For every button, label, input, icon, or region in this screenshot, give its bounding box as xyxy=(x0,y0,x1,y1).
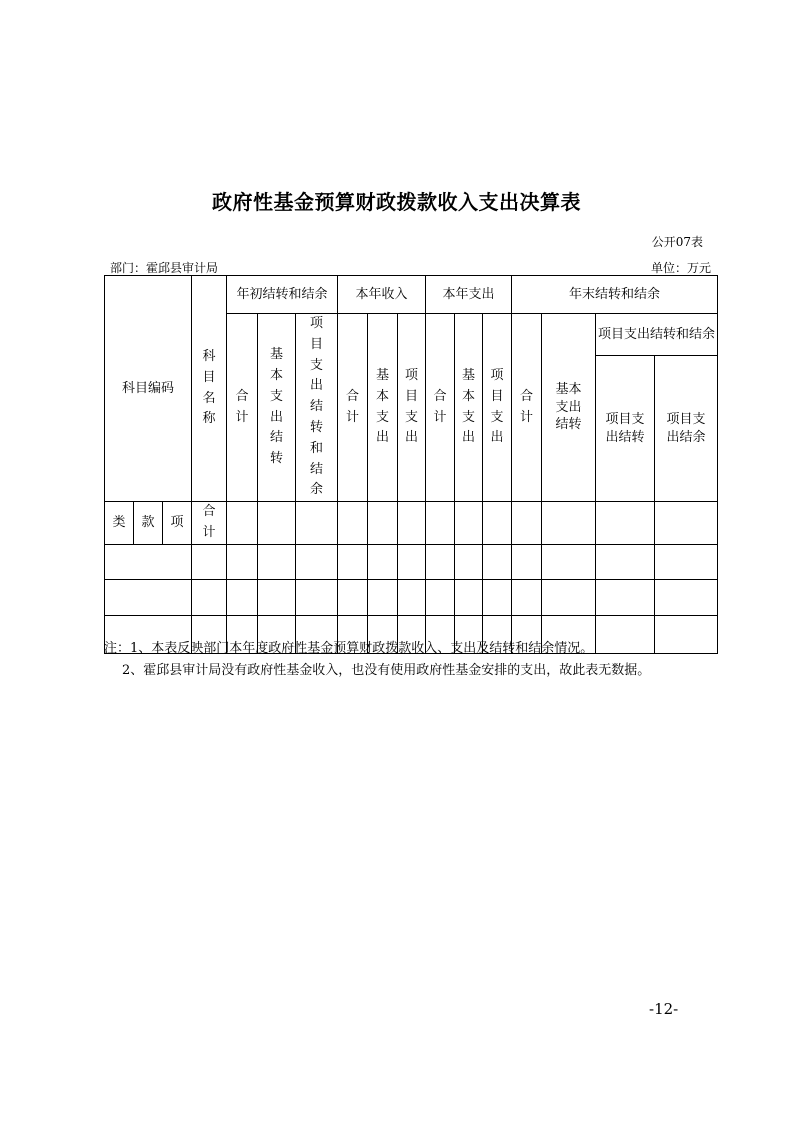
table-cell xyxy=(258,544,296,579)
notes xyxy=(104,638,704,682)
total-row-label: 合计 xyxy=(192,502,227,545)
table-cell xyxy=(596,502,655,545)
table-row xyxy=(105,579,718,615)
table-cell xyxy=(655,579,718,615)
note-line-2: 2、霍邱县审计局没有政府性基金收入，也没有使用政府性基金安排的支出，故此表无数据。 xyxy=(122,663,651,678)
category-header: 类 xyxy=(105,502,134,545)
income-project-header: 项目支出 xyxy=(398,314,426,502)
table-cell xyxy=(512,579,542,615)
table-cell xyxy=(398,544,426,579)
table-cell xyxy=(483,502,512,545)
table-cell xyxy=(455,502,483,545)
table-cell xyxy=(368,544,398,579)
table-cell xyxy=(258,579,296,615)
table-cell xyxy=(655,502,718,545)
income-total-header: 合计 xyxy=(338,314,368,502)
table-cell xyxy=(258,502,296,545)
table-cell xyxy=(338,579,368,615)
unit-label: 单位：万元 xyxy=(650,261,711,275)
table-cell xyxy=(455,579,483,615)
table-cell xyxy=(338,502,368,545)
table-cell xyxy=(296,502,338,545)
closing-basic-carryover-header: 基本支出结转 xyxy=(542,314,596,502)
table-cell xyxy=(455,544,483,579)
table-cell xyxy=(596,579,655,615)
item-header: 项 xyxy=(163,502,192,545)
header-current-income: 本年收入 xyxy=(338,276,426,314)
table-cell xyxy=(512,544,542,579)
table-cell xyxy=(368,502,398,545)
opening-total-header: 合计 xyxy=(227,314,258,502)
table-cell xyxy=(105,544,192,579)
table-cell xyxy=(338,544,368,579)
table-cell xyxy=(426,544,455,579)
table-cell xyxy=(512,502,542,545)
closing-total-header: 合计 xyxy=(512,314,542,502)
form-code: 公开07表 xyxy=(651,235,703,249)
header-closing-balance: 年末结转和结余 xyxy=(512,276,718,314)
table-cell xyxy=(398,502,426,545)
opening-basic-carryover-header: 基本支出结转 xyxy=(258,314,296,502)
closing-project-carryover-balance-header: 项目支出结转和结余 xyxy=(596,314,718,356)
income-basic-header: 基本支出 xyxy=(368,314,398,502)
table-row xyxy=(105,544,718,579)
table-cell xyxy=(227,502,258,545)
table-cell xyxy=(368,579,398,615)
expense-total-header: 合计 xyxy=(426,314,455,502)
budget-table xyxy=(104,275,718,654)
table-cell xyxy=(542,579,596,615)
table-cell xyxy=(296,544,338,579)
page-title: 政府性基金预算财政拨款收入支出决算表 xyxy=(212,190,581,214)
header-current-expense: 本年支出 xyxy=(426,276,512,314)
section-header: 款 xyxy=(134,502,163,545)
table-cell xyxy=(426,579,455,615)
header-opening-balance: 年初结转和结余 xyxy=(227,276,338,314)
table-cell xyxy=(192,579,227,615)
opening-project-carryover-balance-header: 项目支出结转和结余 xyxy=(296,314,338,502)
table-cell xyxy=(227,544,258,579)
table-cell xyxy=(398,579,426,615)
header-subject-code: 科目编码 xyxy=(105,276,192,502)
department-label: 部门：霍邱县审计局 xyxy=(110,261,219,275)
closing-project-carryover-header: 项目支出结转 xyxy=(596,356,655,502)
table-cell xyxy=(105,579,192,615)
page-number: -12- xyxy=(649,1000,679,1018)
table-cell xyxy=(655,544,718,579)
table-cell xyxy=(483,579,512,615)
table-cell xyxy=(542,502,596,545)
closing-project-balance-header: 项目支出结余 xyxy=(655,356,718,502)
table-cell xyxy=(426,502,455,545)
table-cell xyxy=(296,579,338,615)
note-line-1: 注：1、本表反映部门本年度政府性基金预算财政拨款收入、支出及结转和结余情况。 xyxy=(104,641,594,656)
table-cell xyxy=(596,544,655,579)
table-cell xyxy=(227,579,258,615)
table-cell xyxy=(192,544,227,579)
expense-project-header: 项目支出 xyxy=(483,314,512,502)
expense-basic-header: 基本支出 xyxy=(455,314,483,502)
table-cell xyxy=(483,544,512,579)
table-cell xyxy=(542,544,596,579)
header-subject-name: 科目名称 xyxy=(192,276,227,502)
